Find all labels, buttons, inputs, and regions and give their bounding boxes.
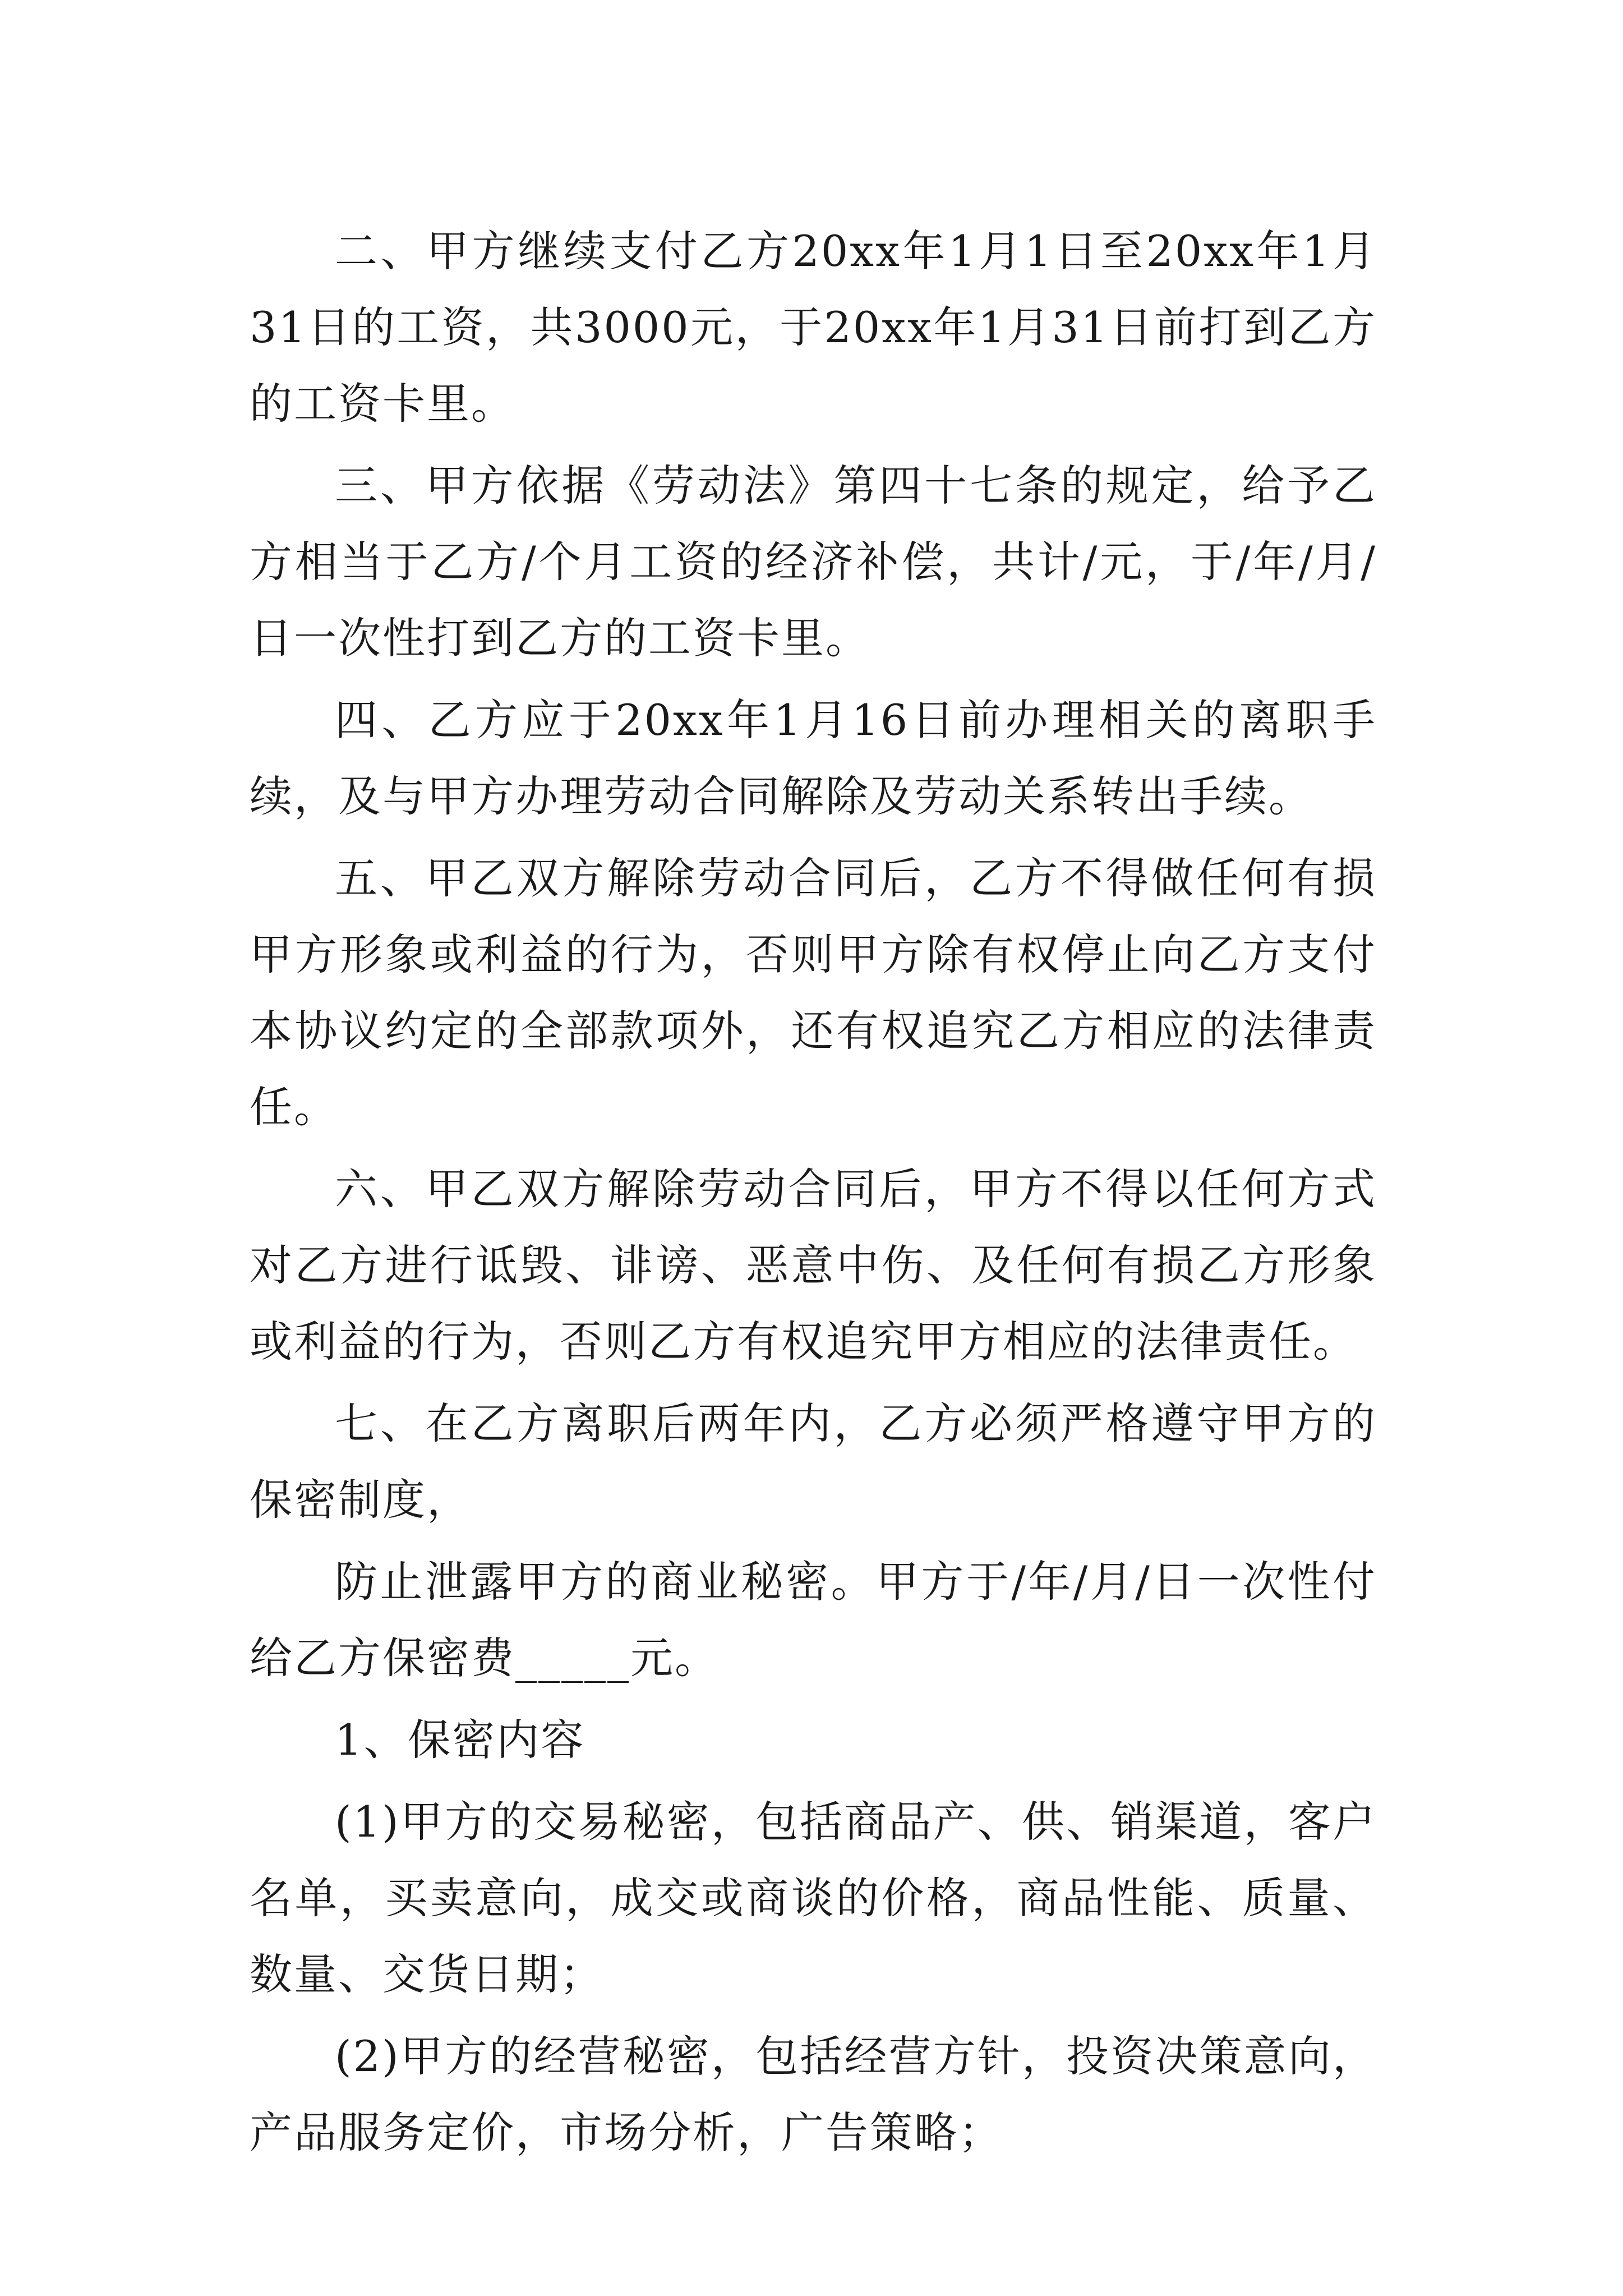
paragraph-clause-3: 三、甲方依据《劳动法》第四十七条的规定，给予乙方相当于乙方/个月工资的经济补偿，共计/元，于/年/月/日一次性打到乙方的工资卡里。 bbox=[250, 461, 1377, 663]
document-body bbox=[250, 213, 1377, 2177]
paragraph-clause-5: 五、甲乙双方解除劳动合同后，乙方不得做任何有损甲方形象或利益的行为，否则甲方除有权停止向乙方支付本协议约定的全部款项外，还有权追究乙方相应的法律责任。 bbox=[250, 853, 1377, 1132]
paragraph-clause-4: 四、乙方应于20xx年1月16日前办理相关的离职手续，及与甲方办理劳动合同解除及劳动关系转出手续。 bbox=[250, 695, 1377, 821]
paragraph-section-heading: 1、保密内容 bbox=[335, 1715, 585, 1765]
paragraph-item-1: (1)甲方的交易秘密，包括商品产、供、销渠道，客户名单，买卖意向，成交或商谈的价格，商品性能、质量、数量、交货日期； bbox=[250, 1797, 1377, 1999]
paragraph-item-2: (2)甲方的经营秘密，包括经营方针，投资决策意向，产品服务定价，市场分析，广告策略； bbox=[250, 2031, 1377, 2157]
paragraph-clause-2: 二、甲方继续支付乙方20xx年1月1日至20xx年1月31日的工资，共3000元，于20xx年1月31日前打到乙方的工资卡里。 bbox=[250, 226, 1377, 429]
paragraph-clause-6: 六、甲乙双方解除劳动合同后，甲方不得以任何方式对乙方进行诋毁、诽谤、恶意中伤、及任何有损乙方形象或利益的行为，否则乙方有权追究甲方相应的法律责任。 bbox=[250, 1164, 1377, 1366]
paragraph-clause-7: 七、在乙方离职后两年内，乙方必须严格遵守甲方的保密制度， bbox=[250, 1398, 1377, 1525]
paragraph-confidentiality-fee: 防止泄露甲方的商业秘密。甲方于/年/月/日一次性付给乙方保密费_____元。 bbox=[250, 1557, 1377, 1683]
